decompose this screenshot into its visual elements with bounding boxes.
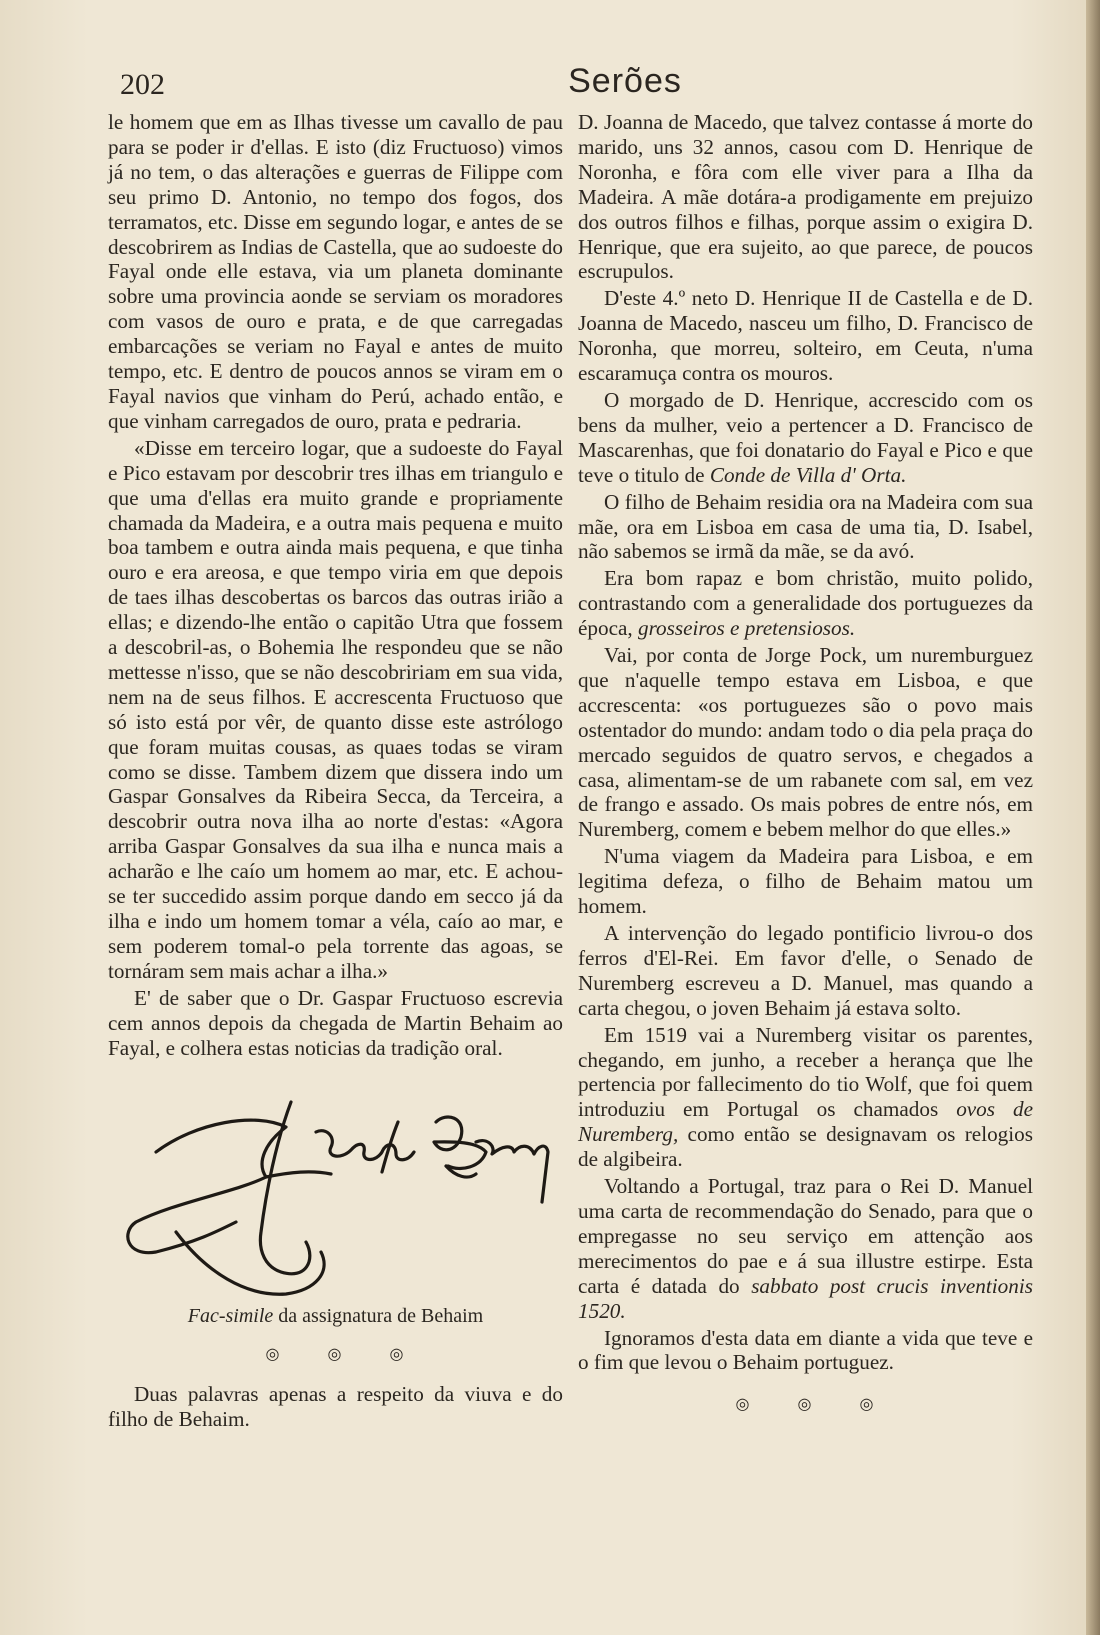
- signature-strokes: [127, 1102, 547, 1294]
- italic-grosseiros: grosseiros e pretensiosos.: [638, 616, 856, 641]
- right-paragraph-9-rest: como então se designavam os relogios de algibeira.: [578, 1122, 1033, 1172]
- page-spine-edge: [1086, 0, 1100, 1635]
- left-paragraph-3: E' de saber que o Dr. Gaspar Fructuoso escrevia cem annos depois da chegada de Martin Behaim ao Fayal, e colhera estas noticias da tradição oral.: [108, 985, 563, 1060]
- page-number: 202: [120, 68, 165, 101]
- left-paragraph-4: Duas palavras apenas a respeito da viuva e do filho de Behaim.: [108, 1382, 563, 1432]
- right-paragraph-9-text: Em 1519 vai a Nuremberg visitar os parentes, chegando, em junho, a receber a herança que lhe pertencia por fallecimento do tio Wolf, que foi quem introduziu em Portugal os chamados: [578, 1022, 1033, 1122]
- right-paragraph-3-text: O morgado de D. Henrique, accrescido com os bens da mulher, veio a pertencer a D. Francisco de Mascarenhas, que foi donatario do Fayal e Pico e que teve o titulo de: [578, 387, 1033, 487]
- end-ornament: ◎ ◎ ◎: [735, 1396, 896, 1414]
- left-paragraph-1: le homem que em as Ilhas tivesse um cavallo de pau para se poder ir d'ellas. E isto (diz Fructuoso) vimos já no tem, o das alterações e guerras de Filippe com seu primo D. Antonio, no tempo dos fogos, dos terramatos, etc. Disse em segundo logar, e antes de se descobrirem as Indias de Castella, que ao sudoeste do Fayal onde elle estava, via um planeta dominante sobre uma provincia aonde se serviam os moradores com vasos de ouro e prata, e de que carregadas embarcações se veriam no Fayal e antes de muito tempo, etc. E dentro de poucos annos se viram em o Fayal navios que vinham do Perú, achado então, e que vinham carregados de ouro, prata e pedraria.: [108, 110, 563, 433]
- right-paragraph-11: Ignoramos d'esta data em diante a vida que teve e o fim que levou o Behaim portuguez.: [578, 1325, 1033, 1375]
- right-paragraph-9: [578, 1023, 1033, 1172]
- italic-latin-date: sabbato post crucis inventionis 1520.: [578, 1273, 1033, 1323]
- right-paragraph-10-text: Voltando a Portugal, traz para o Rei D. Manuel uma carta de recommendação do Senado, para que o empregasse no seu serviço em attenção aos merecimentos do pae e á sua illustre estirpe. Esta carta é datada do: [578, 1174, 1033, 1298]
- signature-caption: [108, 1304, 563, 1329]
- right-paragraph-5-text: Era bom rapaz e bom christão, muito polido, contrastando com a generalidade dos portuguezes da época,: [578, 566, 1033, 641]
- right-paragraph-4: O filho de Behaim residia ora na Madeira com sua mãe, ora em Lisboa em casa de uma tia, D. Isabel, não sabemos se irmã da mãe, se da avó.: [578, 489, 1033, 564]
- right-paragraph-1: D. Joanna de Macedo, que talvez contasse á morte do marido, uns 32 annos, casou com D. Henrique de Noronha, e fôra com elle viver para a Ilha da Madeira. A mãe dotára-a prodigamente em prejuizo dos outros filhos e filhas, porque assim o exigira D. Henrique, que era sujeito, ao que parece, de poucos escrupulos.: [578, 110, 1033, 284]
- left-paragraph-2: «Disse em terceiro logar, que a sudoeste do Fayal e Pico estavam por descobrir tres ilhas em triangulo e que uma d'ellas era muito grande e propriamente chamada da Madeira, e a outra mais pequena e muito boa tambem e outra ainda mais pequena, e que tinha ouro e era areosa, e que tempo viria em que depois de taes ilhas descobertas os barcos das outras irião a ellas; e dizendo-lhe então o capitão Utra que fossem a descobril-as, o Bohemia lhe respondeu que se não mettesse n'isso, que se não descobririam em sua vida, nem na de seus filhos. E accrescenta Fructuoso que só isto está por vêr, de quanto disse este astrólogo que foram muitas cousas, as quaes todas se viram como se disse. Tambem dizem que dissera indo um Gaspar Gonsalves da Ribeira Secca, da Terceira, a descobrir outra nova ilha ao norte d'estas: «Agora arriba Gaspar Gonsalves da sua ilha e nunca mais a acharão e lhe caío um homem ao mar, etc. E achou-se ter succedido assim porque dando em secco já da ilha e indo um homem tomar a véla, caío ao mar, e sem poderem tomal-o pela torrente das agoas, se tornáram sem mais achar a ilha.»: [108, 435, 563, 983]
- right-paragraph-3: [578, 388, 1033, 488]
- caption-italic: Fac-simile: [187, 1305, 274, 1328]
- journal-title: Serões: [568, 62, 682, 100]
- caption-text: da assignatura de Behaim: [273, 1305, 484, 1328]
- right-paragraph-7: N'uma viagem da Madeira para Lisboa, e em legitima defeza, o filho de Behaim matou um homem.: [578, 844, 1033, 919]
- running-header: [120, 60, 1040, 110]
- behaim-signature-facsimile: [116, 1082, 556, 1302]
- right-paragraph-10: [578, 1174, 1033, 1323]
- right-paragraph-8: A intervenção do legado pontificio livrou-o dos ferros d'El-Rei. Em favor d'elle, o Senado de Nuremberg escreveu a D. Manuel, mas quando a carta chegou, o joven Behaim já estava solto.: [578, 921, 1033, 1020]
- section-ornament: ◎ ◎ ◎: [265, 1346, 426, 1364]
- left-column: [108, 110, 563, 1434]
- right-paragraph-6: Vai, por conta de Jorge Pock, um nuremburguez que n'aquelle tempo estava em Lisboa, e que accrescenta: «os portuguezes são o povo mais ostentador do mundo: andam todo o dia pela praça do mercado seguidos de quatro servos, e chegados a casa, alimentam-se de um rabanete com sal, em vez de frango e assado. Os mais pobres de entre nós, em Nuremberg, comem e bebem melhor do que elles.»: [578, 643, 1033, 842]
- italic-ovos-nuremberg: ovos de Nuremberg,: [578, 1097, 1033, 1147]
- right-column: [578, 110, 1033, 1432]
- right-paragraph-5: [578, 566, 1033, 641]
- title-conde-villa-orta: Conde de Villa d' Orta.: [709, 462, 907, 487]
- right-paragraph-2: D'este 4.º neto D. Henrique II de Castella e de D. Joanna de Macedo, nasceu um filho, D. Francisco de Noronha, que morreu, solteiro, em Ceuta, n'uma escaramuça contra os mouros.: [578, 286, 1033, 386]
